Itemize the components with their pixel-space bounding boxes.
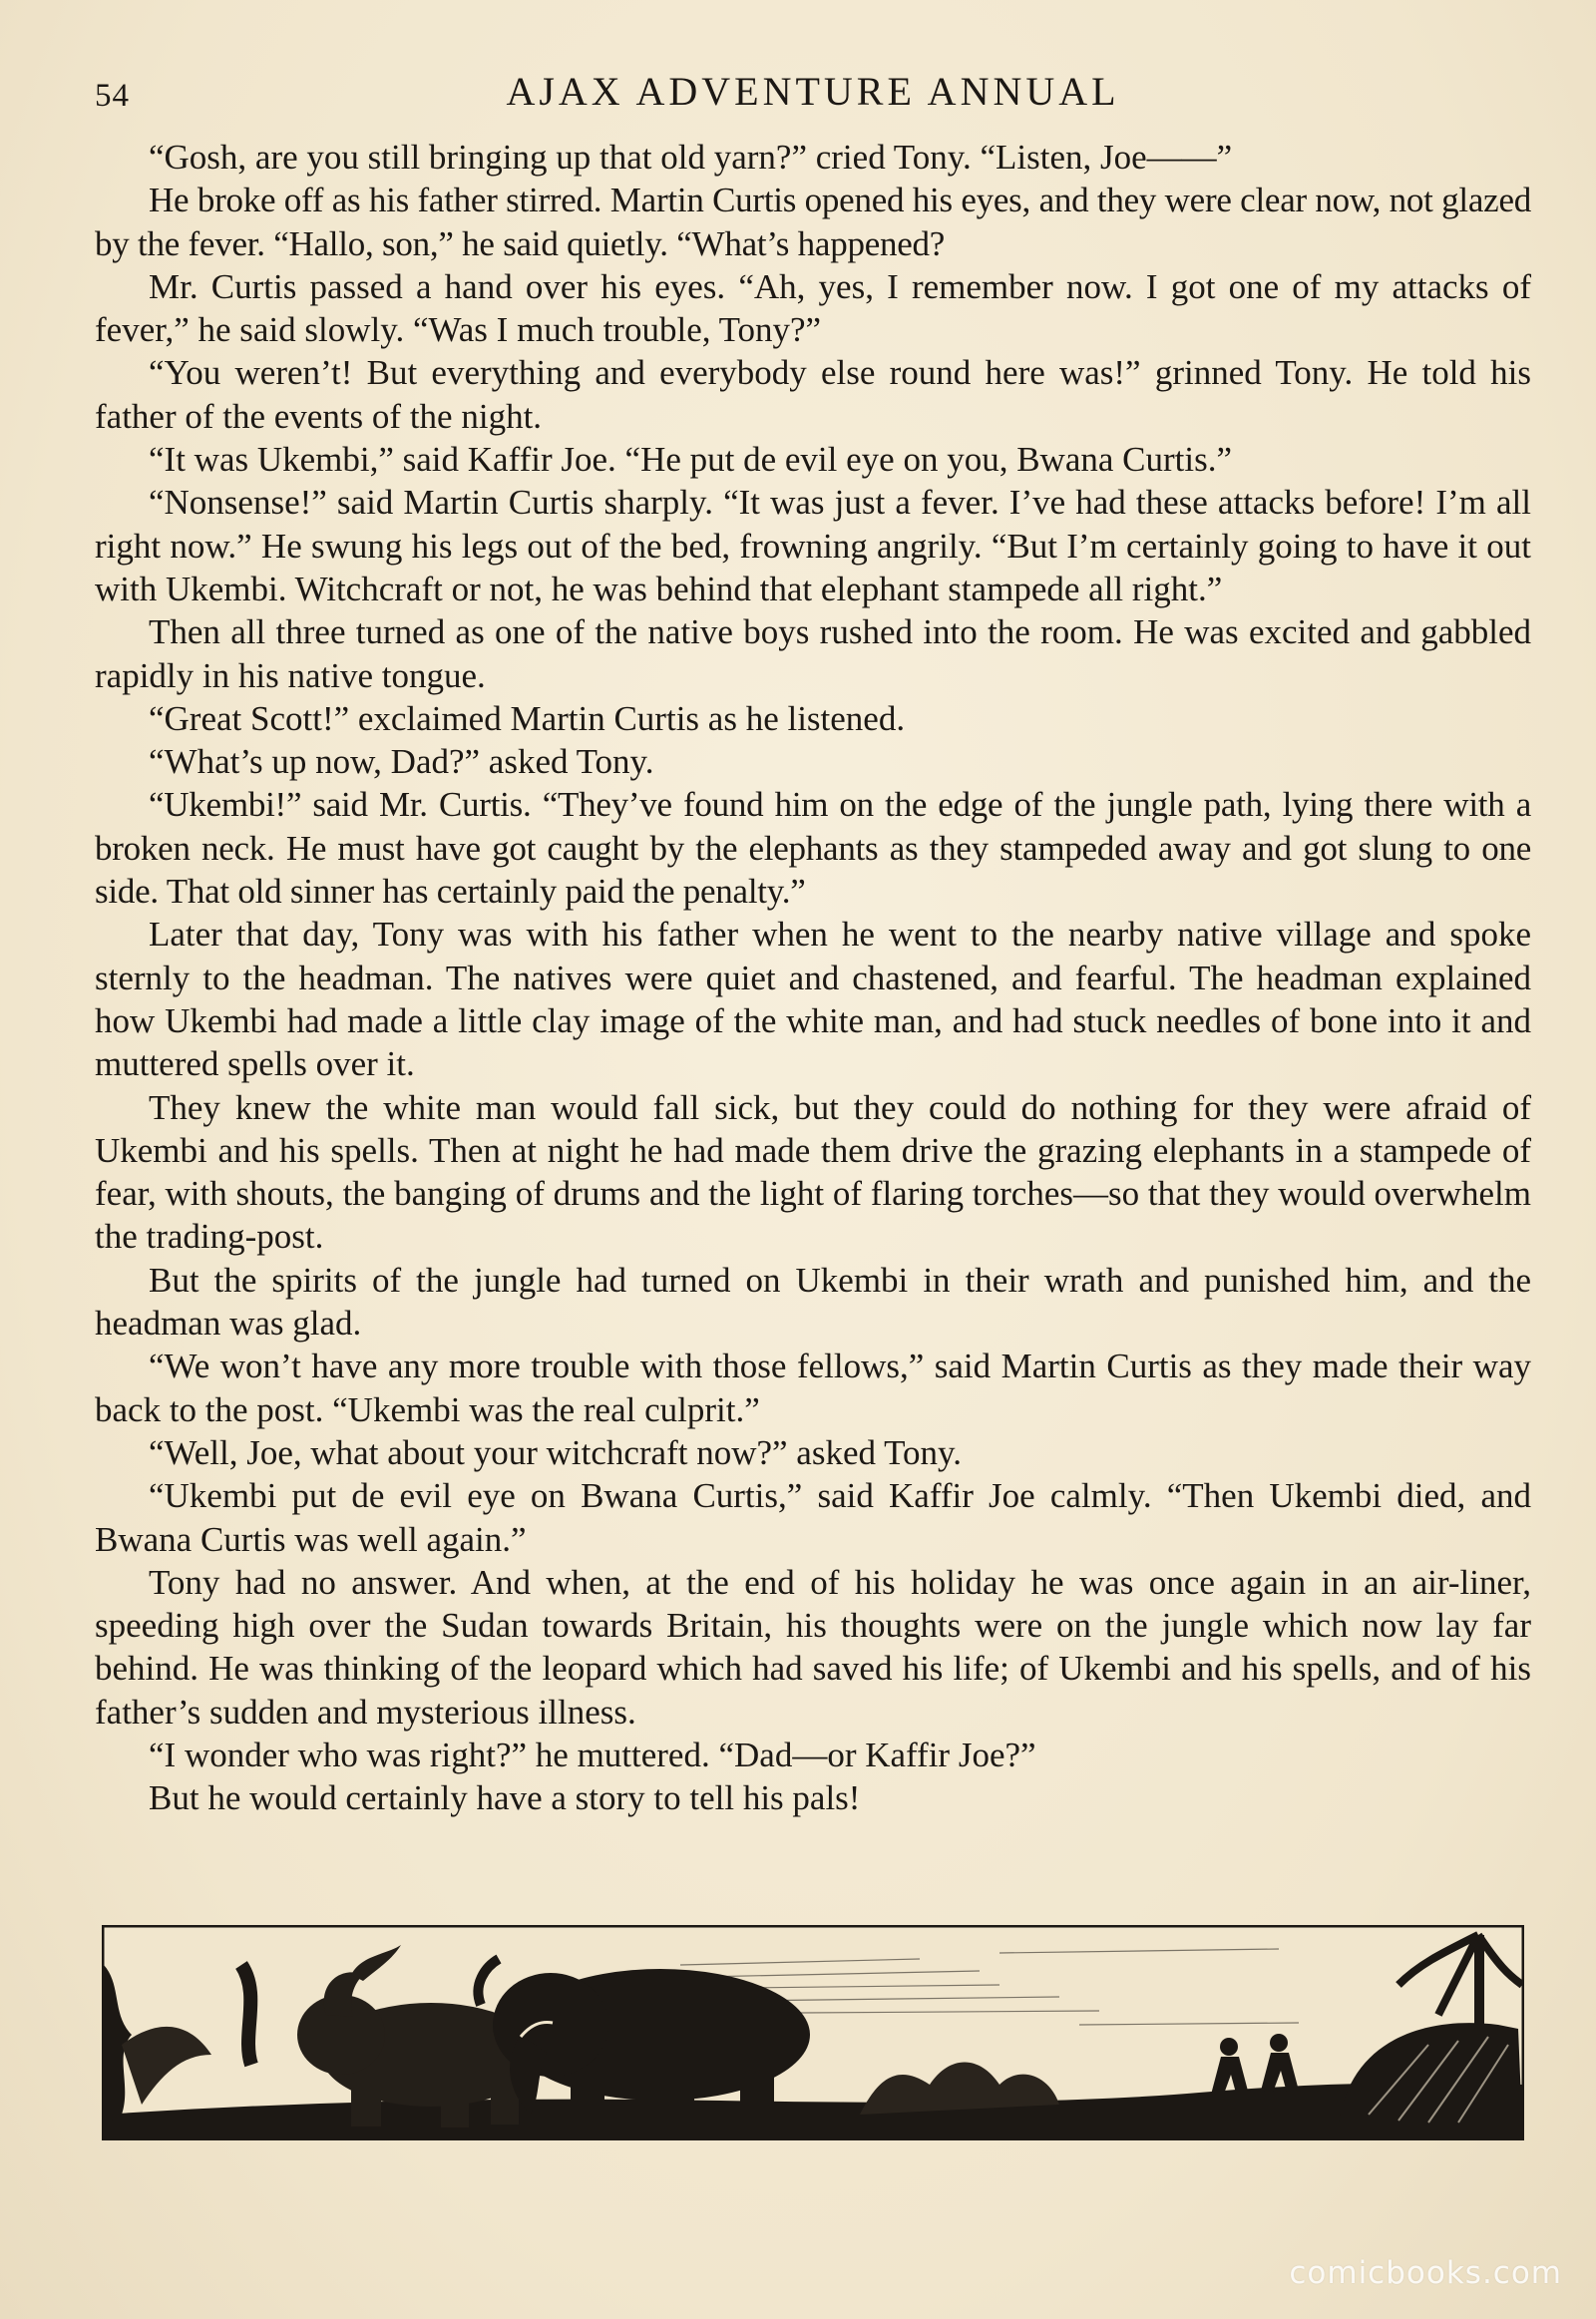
story-text bbox=[95, 136, 1531, 1820]
paragraph: “Nonsense!” said Martin Curtis sharply. “It was just a fever. I’ve had these attacks before! I’m all right now.” He swung his legs out of the bed, frowning angrily. “But I’m certainly going to have it out with Ukembi. Witchcraft or not, he was behind that elephant stampede all right.” bbox=[95, 483, 1531, 608]
paragraph: “Gosh, are you still bringing up that old yarn?” cried Tony. “Listen, Joe——” bbox=[149, 138, 1233, 177]
paragraph: “Well, Joe, what about your witchcraft now?” asked Tony. bbox=[149, 1432, 963, 1472]
paragraph: “What’s up now, Dad?” asked Tony. bbox=[149, 742, 654, 782]
page-number: 54 bbox=[95, 78, 130, 114]
paragraph: Later that day, Tony was with his father when he went to the nearby native village and spoke sternly to the headman. The natives were quiet and chastened, and fearful. The headman explained how Ukembi had made a little clay image of the white man, and had stuck needles of bone into it and muttered spells over it. bbox=[95, 915, 1531, 1084]
paragraph: “We won’t have any more trouble with those fellows,” said Martin Curtis as they made their way back to the post. “Ukembi was the real culprit.” bbox=[95, 1347, 1531, 1429]
paragraph: “It was Ukembi,” said Kaffir Joe. “He put de evil eye on you, Bwana Curtis.” bbox=[149, 440, 1232, 480]
paragraph: But he would certainly have a story to tell his pals! bbox=[149, 1778, 861, 1818]
page-header bbox=[95, 68, 1531, 128]
paragraph: They knew the white man would fall sick, but they could do nothing for they were afraid of Ukembi and his spells. Then at night he had made them drive the grazing elephants in a stampede of fear, with shouts, the banging of drums and the light of flaring torches—so that they would overwhelm the trading-post. bbox=[95, 1087, 1531, 1257]
paragraph: Then all three turned as one of the native boys rushed into the room. He was excited and gabbled rapidly in his native tongue. bbox=[95, 612, 1531, 695]
paragraph: Mr. Curtis passed a hand over his eyes. “Ah, yes, I remember now. I got one of my attacks of fever,” he said slowly. “Was I much trouble, Tony?” bbox=[95, 266, 1531, 350]
paragraph: But the spirits of the jungle had turned on Ukembi in their wrath and punished him, and the headman was glad. bbox=[95, 1260, 1531, 1344]
paragraph: “Great Scott!” exclaimed Martin Curtis as he listened. bbox=[149, 698, 906, 738]
paragraph: “I wonder who was right?” he muttered. “Dad—or Kaffir Joe?” bbox=[149, 1735, 1036, 1774]
paragraph: “Ukembi!” said Mr. Curtis. “They’ve found him on the edge of the jungle path, lying there with a broken neck. He must have got caught by the elephants as they stampeded away and got slung to one side. That old sinner has certainly paid the penalty.” bbox=[95, 785, 1531, 912]
running-title: AJAX ADVENTURE ANNUAL bbox=[506, 69, 1120, 114]
elephant-stampede-illustration bbox=[102, 1925, 1524, 2140]
paragraph: “You weren’t! But everything and everybody else round here was!” grinned Tony. He told his father of the events of the night. bbox=[95, 353, 1531, 436]
paragraph: Tony had no answer. And when, at the end of his holiday he was once again in an air-liner, speeding high over the Sudan towards Britain, his thoughts were on the jungle which now lay far behind. He was thinking of the leopard which had saved his life; of Ukembi and his spells, and of his father’s sudden and mysterious illness. bbox=[95, 1562, 1531, 1732]
site-watermark: comicbooks.com bbox=[1289, 2255, 1562, 2291]
paragraph: He broke off as his father stirred. Martin Curtis opened his eyes, and they were clear now, not glazed by the fever. “Hallo, son,” he said quietly. “What’s happened? bbox=[95, 181, 1531, 263]
paragraph: “Ukembi put de evil eye on Bwana Curtis,” said Kaffir Joe calmly. “Then Ukembi died, and Bwana Curtis was well again.” bbox=[95, 1476, 1531, 1559]
